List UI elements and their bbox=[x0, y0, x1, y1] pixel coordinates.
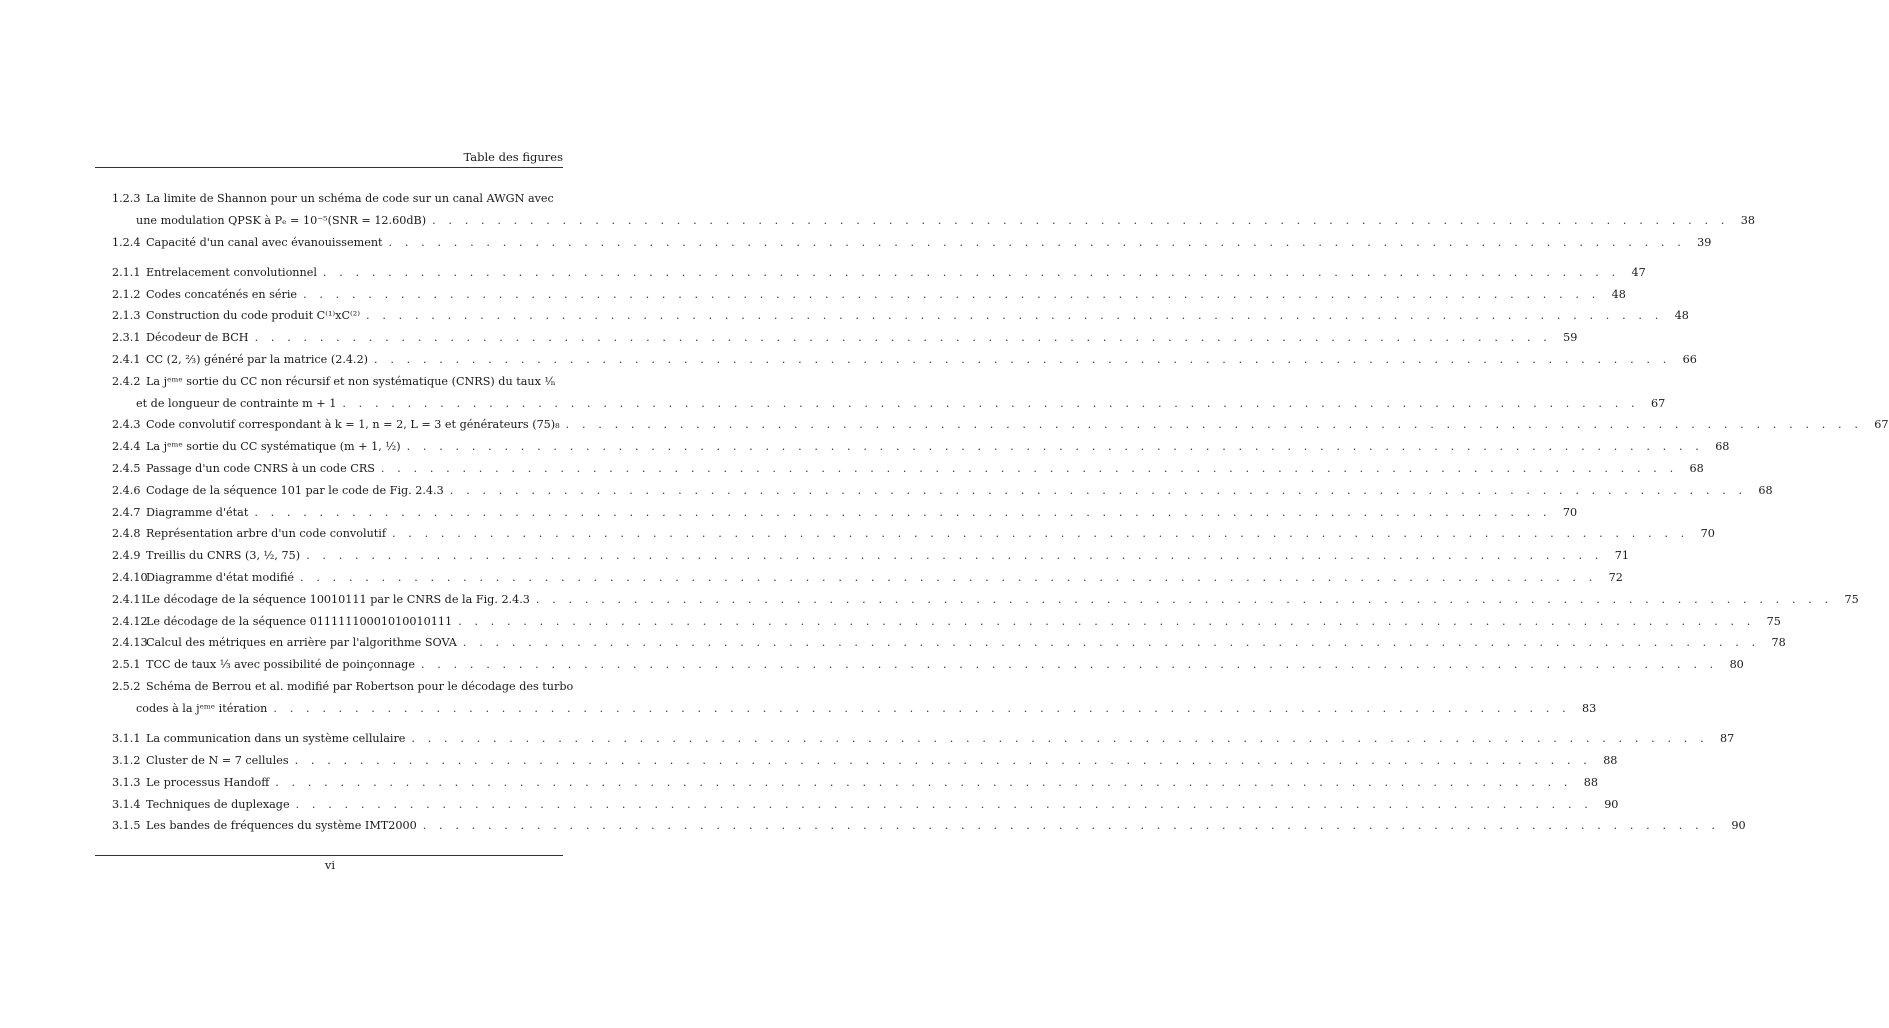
page-ref[interactable]: 68 bbox=[1715, 440, 1730, 454]
toc-line bbox=[112, 393, 1666, 415]
list-of-figures bbox=[112, 188, 1889, 846]
page-ref[interactable]: 72 bbox=[1608, 571, 1623, 585]
figure-title[interactable]: Diagramme d'état modifié bbox=[146, 571, 295, 585]
dot-leader: . . . . . . . . . . . . . . . . . . . . . . . . . . . . . . . . . . . . . . . . . . . . . . . . . . . . . . . . . . . . . . . . . . . . . . . . . . . . . . . . bbox=[254, 505, 1552, 519]
page-ref[interactable]: 38 bbox=[1740, 213, 1755, 227]
toc-entry[interactable] bbox=[112, 349, 1697, 371]
toc-line bbox=[112, 188, 563, 210]
toc-line bbox=[112, 545, 1629, 567]
page-ref[interactable]: 67 bbox=[1874, 418, 1889, 432]
toc-entry[interactable] bbox=[112, 327, 1578, 349]
toc-group bbox=[112, 188, 1755, 253]
toc-line bbox=[112, 567, 1623, 589]
figure-number: 2.5.2 bbox=[112, 680, 141, 694]
footer-rule bbox=[95, 855, 563, 856]
toc-line bbox=[112, 480, 1773, 502]
toc-line bbox=[112, 523, 1715, 545]
dot-leader: . . . . . . . . . . . . . . . . . . . . . . . . . . . . . . . . . . . . . . . . . . . . . . . . . . . . . . . . . . . . . . . . . . . . . . . . . . . . . . . . bbox=[295, 797, 1593, 811]
toc-entry[interactable] bbox=[112, 589, 1859, 611]
figure-number: 2.4.6 bbox=[112, 483, 141, 497]
figure-title[interactable]: Le processus Handoff bbox=[146, 775, 270, 789]
toc-line bbox=[112, 654, 1744, 676]
page-ref[interactable]: 68 bbox=[1758, 483, 1773, 497]
figure-title[interactable]: Représentation arbre d'un code convolutif bbox=[146, 527, 386, 541]
figure-title[interactable]: La jᵉᵐᵉ sortie du CC non récursif et non systématique (CNRS) du taux ¹⁄ₙ bbox=[146, 374, 556, 388]
page-ref[interactable]: 66 bbox=[1682, 353, 1697, 367]
dot-leader: . . . . . . . . . . . . . . . . . . . . . . . . . . . . . . . . . . . . . . . . . . . . . . . . . . . . . . . . . . . . . . . . . . . . . . . . . . . . . . . . bbox=[406, 440, 1704, 454]
dot-leader: . . . . . . . . . . . . . . . . . . . . . . . . . . . . . . . . . . . . . . . . . . . . . . . . . . . . . . . . . . . . . . . . . . . . . . . . . . . . . . . . bbox=[458, 614, 1755, 628]
figure-title[interactable]: La jᵉᵐᵉ sortie du CC systématique (m + 1, ½) bbox=[146, 440, 401, 454]
figure-number: 3.1.2 bbox=[112, 753, 141, 767]
figure-number: 2.1.2 bbox=[112, 287, 141, 301]
dot-leader: . . . . . . . . . . . . . . . . . . . . . . . . . . . . . . . . . . . . . . . . . . . . . . . . . . . . . . . . . . . . . . . . . . . . . . . . . . . . . . . . bbox=[565, 418, 1863, 432]
figure-number: 2.4.4 bbox=[112, 440, 141, 454]
figure-number: 2.4.2 bbox=[112, 374, 141, 388]
toc-entry[interactable] bbox=[112, 632, 1786, 654]
page-ref[interactable]: 90 bbox=[1604, 797, 1619, 811]
toc-entry[interactable] bbox=[112, 728, 1735, 750]
toc-entry[interactable] bbox=[112, 567, 1623, 589]
figure-title[interactable]: Codes concaténés en série bbox=[146, 287, 298, 301]
figure-number: 3.1.3 bbox=[112, 775, 141, 789]
toc-line bbox=[112, 632, 1786, 654]
toc-line bbox=[112, 728, 1735, 750]
figure-number: 2.4.12 bbox=[112, 614, 148, 628]
toc-entry[interactable] bbox=[112, 611, 1781, 633]
figure-title[interactable]: La communication dans un système cellulaire bbox=[146, 732, 406, 746]
page-ref[interactable]: 75 bbox=[1766, 614, 1781, 628]
page-ref[interactable]: 70 bbox=[1562, 505, 1578, 519]
dot-leader: . . . . . . . . . . . . . . . . . . . . . . . . . . . . . . . . . . . . . . . . . . . . . . . . . . . . . . . . . . . . . . . . . . . . . . . . . . . . . . . . bbox=[294, 753, 1592, 767]
toc-entry[interactable] bbox=[112, 545, 1629, 567]
page-ref[interactable]: 48 bbox=[1611, 287, 1626, 301]
toc-entry[interactable] bbox=[112, 414, 1889, 436]
toc-entry[interactable] bbox=[112, 262, 1646, 284]
page-ref[interactable]: 68 bbox=[1689, 462, 1704, 476]
figure-title[interactable]: CC (2, ⅔) généré par la matrice (2.4.2) bbox=[146, 353, 369, 367]
figure-number: 2.4.13 bbox=[112, 636, 148, 650]
figure-title[interactable]: Capacité d'un canal avec évanouissement bbox=[146, 235, 383, 249]
page-ref[interactable]: 78 bbox=[1771, 636, 1786, 650]
figure-number: 2.4.5 bbox=[112, 462, 141, 476]
figure-title[interactable]: Construction du code produit C⁽¹⁾xC⁽²⁾ bbox=[146, 309, 361, 323]
toc-line bbox=[112, 371, 563, 393]
toc-line bbox=[112, 611, 1781, 633]
dot-leader: . . . . . . . . . . . . . . . . . . . . . . . . . . . . . . . . . . . . . . . . . . . . . . . . . . . . . . . . . . . . . . . . . . . . . . . . . . . . . . . . bbox=[254, 331, 1552, 345]
figure-title[interactable]: Diagramme d'état bbox=[146, 505, 249, 519]
figure-number: 2.1.1 bbox=[112, 265, 141, 279]
page-ref[interactable]: 70 bbox=[1700, 527, 1715, 541]
dot-leader: . . . . . . . . . . . . . . . . . . . . . . . . . . . . . . . . . . . . . . . . . . . . . . . . . . . . . . . . . . . . . . . . . . . . . . . . . . . . . . . . bbox=[366, 309, 1663, 323]
figure-title[interactable]: Code convolutif correspondant à k = 1, n = 2, L = 3 et générateurs (75)₈ bbox=[146, 418, 560, 432]
dot-leader: . . . . . . . . . . . . . . . . . . . . . . . . . . . . . . . . . . . . . . . . . . . . . . . . . . . . . . . . . . . . . . . . . . . . . . . . . . . . . . . . bbox=[374, 353, 1671, 367]
figure-number: 3.1.4 bbox=[112, 797, 141, 811]
figure-title[interactable]: Entrelacement convolutionnel bbox=[146, 265, 317, 279]
dot-leader: . . . . . . . . . . . . . . . . . . . . . . . . . . . . . . . . . . . . . . . . . . . . . . . . . . . . . . . . . . . . . . . . . . . . . . . . . . . . . . . . bbox=[303, 287, 1600, 301]
toc-line bbox=[112, 750, 1618, 772]
toc-entry[interactable] bbox=[112, 794, 1619, 816]
toc-entry[interactable] bbox=[112, 772, 1599, 794]
dot-leader: . . . . . . . . . . . . . . . . . . . . . . . . . . . . . . . . . . . . . . . . . . . . . . . . . . . . . . . . . . . . . . . . . . . . . . . . . . . . . . . . bbox=[300, 571, 1597, 585]
page-ref[interactable]: 80 bbox=[1729, 658, 1744, 672]
figure-number: 3.1.1 bbox=[112, 732, 141, 746]
dot-leader: . . . . . . . . . . . . . . . . . . . . . . . . . . . . . . . . . . . . . . . . . . . . . . . . . . . . . . . . . . . . . . . . . . . . . . . . . . . . . . . . bbox=[322, 265, 1620, 279]
toc-entry[interactable] bbox=[112, 480, 1773, 502]
indent bbox=[112, 210, 136, 232]
dot-leader: . . . . . . . . . . . . . . . . . . . . . . . . . . . . . . . . . . . . . . . . . . . . . . . . . . . . . . . . . . . . . . . . . . . . . . . . . . . . . . . . bbox=[342, 396, 1640, 410]
figure-title[interactable]: Les bandes de fréquences du système IMT2000 bbox=[146, 819, 417, 833]
dot-leader: . . . . . . . . . . . . . . . . . . . . . . . . . . . . . . . . . . . . . . . . . . . . . . . . . . . . . . . . . . . . . . . . . . . . . . . . . . . . . . . . bbox=[306, 549, 1603, 563]
toc-entry[interactable] bbox=[112, 654, 1744, 676]
figure-number: 2.3.1 bbox=[112, 331, 141, 345]
figure-title[interactable]: Techniques de duplexage bbox=[146, 797, 290, 811]
figure-number: 2.4.8 bbox=[112, 527, 141, 541]
figure-title[interactable]: Calcul des métriques en arrière par l'algorithme SOVA bbox=[146, 636, 457, 650]
figure-title[interactable]: une modulation QPSK à Pₑ = 10⁻⁵(SNR = 12.60dB) bbox=[136, 213, 427, 227]
dot-leader: . . . . . . . . . . . . . . . . . . . . . . . . . . . . . . . . . . . . . . . . . . . . . . . . . . . . . . . . . . . . . . . . . . . . . . . . . . . . . . . . bbox=[380, 462, 1678, 476]
toc-line bbox=[112, 327, 1578, 349]
toc-entry[interactable] bbox=[112, 750, 1618, 772]
dot-leader: . . . . . . . . . . . . . . . . . . . . . . . . . . . . . . . . . . . . . . . . . . . . . . . . . . . . . . . . . . . . . . . . . . . . . . . . . . . . . . . . bbox=[422, 819, 1720, 833]
page-ref[interactable]: 88 bbox=[1603, 753, 1618, 767]
dot-leader: . . . . . . . . . . . . . . . . . . . . . . . . . . . . . . . . . . . . . . . . . . . . . . . . . . . . . . . . . . . . . . . . . . . . . . . . . . . . . . . . bbox=[449, 483, 1747, 497]
toc-group bbox=[112, 728, 1746, 837]
figure-number: 2.4.3 bbox=[112, 418, 141, 432]
header-rule bbox=[95, 167, 563, 168]
dot-leader: . . . . . . . . . . . . . . . . . . . . . . . . . . . . . . . . . . . . . . . . . . . . . . . . . . . . . . . . . . . . . . . . . . . . . . . . . . . . . . . . bbox=[411, 732, 1709, 746]
dot-leader: . . . . . . . . . . . . . . . . . . . . . . . . . . . . . . . . . . . . . . . . . . . . . . . . . . . . . . . . . . . . . . . . . . . . . . . . . . . . . . . . bbox=[432, 213, 1729, 227]
page-number: vi bbox=[324, 858, 336, 872]
page-ref[interactable]: 88 bbox=[1583, 775, 1599, 789]
dot-leader: . . . . . . . . . . . . . . . . . . . . . . . . . . . . . . . . . . . . . . . . . . . . . . . . . . . . . . . . . . . . . . . . . . . . . . . . . . . . . . . . bbox=[275, 775, 1573, 789]
figure-number: 2.4.1 bbox=[112, 353, 141, 367]
page-ref[interactable]: 59 bbox=[1563, 331, 1578, 345]
page-ref[interactable]: 75 bbox=[1844, 592, 1859, 606]
toc-entry[interactable] bbox=[112, 676, 1597, 720]
page-ref[interactable]: 83 bbox=[1581, 701, 1597, 715]
toc-line bbox=[112, 794, 1619, 816]
toc-entry[interactable] bbox=[112, 815, 1746, 837]
dot-leader: . . . . . . . . . . . . . . . . . . . . . . . . . . . . . . . . . . . . . . . . . . . . . . . . . . . . . . . . . . . . . . . . . . . . . . . . . . . . . . . . bbox=[420, 658, 1718, 672]
figure-number: 2.4.10 bbox=[112, 571, 148, 585]
indent bbox=[112, 393, 136, 415]
indent bbox=[112, 698, 136, 720]
toc-line bbox=[112, 284, 1626, 306]
figure-title[interactable]: Passage d'un code CNRS à un code CRS bbox=[146, 462, 375, 476]
dot-leader: . . . . . . . . . . . . . . . . . . . . . . . . . . . . . . . . . . . . . . . . . . . . . . . . . . . . . . . . . . . . . . . . . . . . . . . . . . . . . . . . bbox=[462, 636, 1760, 650]
toc-line bbox=[112, 436, 1730, 458]
toc-entry[interactable] bbox=[112, 305, 1689, 327]
page-ref[interactable]: 90 bbox=[1731, 819, 1746, 833]
toc-line bbox=[112, 589, 1859, 611]
toc-line bbox=[112, 232, 1712, 254]
toc-entry[interactable] bbox=[112, 458, 1704, 480]
toc-entry[interactable] bbox=[112, 436, 1730, 458]
figure-number: 3.1.5 bbox=[112, 819, 141, 833]
toc-entry[interactable] bbox=[112, 188, 1755, 232]
dot-leader: . . . . . . . . . . . . . . . . . . . . . . . . . . . . . . . . . . . . . . . . . . . . . . . . . . . . . . . . . . . . . . . . . . . . . . . . . . . . . . . . bbox=[535, 592, 1833, 606]
toc-entry[interactable] bbox=[112, 371, 1666, 415]
figure-title[interactable]: Codage de la séquence 101 par le code de Fig. 2.4.3 bbox=[146, 483, 444, 497]
toc-line bbox=[112, 502, 1578, 524]
toc-line bbox=[112, 815, 1746, 837]
page-ref[interactable]: 39 bbox=[1697, 235, 1712, 249]
figure-title[interactable]: TCC de taux ⅓ avec possibilité de poinçonnage bbox=[146, 658, 415, 672]
toc-line bbox=[112, 349, 1697, 371]
page-ref[interactable]: 47 bbox=[1631, 265, 1646, 279]
figure-title[interactable]: Cluster de N = 7 cellules bbox=[146, 753, 289, 767]
toc-line bbox=[112, 262, 1646, 284]
toc-group bbox=[112, 262, 1889, 720]
toc-entry[interactable] bbox=[112, 232, 1712, 254]
figure-title[interactable]: La limite de Shannon pour un schéma de code sur un canal AWGN avec bbox=[146, 192, 554, 205]
figure-title[interactable]: Décodeur de BCH bbox=[146, 331, 249, 345]
dot-leader: . . . . . . . . . . . . . . . . . . . . . . . . . . . . . . . . . . . . . . . . . . . . . . . . . . . . . . . . . . . . . . . . . . . . . . . . . . . . . . . . bbox=[388, 235, 1686, 249]
running-header: Table des figures bbox=[463, 150, 563, 164]
page-ref[interactable]: 48 bbox=[1674, 309, 1689, 323]
figure-number: 2.5.1 bbox=[112, 658, 141, 672]
dot-leader: . . . . . . . . . . . . . . . . . . . . . . . . . . . . . . . . . . . . . . . . . . . . . . . . . . . . . . . . . . . . . . . . . . . . . . . . . . . . . . . . bbox=[273, 701, 1571, 715]
figure-number: 2.4.7 bbox=[112, 505, 141, 519]
figure-number: 2.1.3 bbox=[112, 309, 141, 323]
toc-line bbox=[112, 676, 574, 698]
figure-title[interactable]: codes à la jᵉᵐᵉ itération bbox=[136, 701, 268, 715]
figure-number: 2.4.11 bbox=[112, 592, 148, 606]
toc-line bbox=[112, 458, 1704, 480]
toc-line bbox=[112, 210, 1755, 232]
toc-line bbox=[112, 698, 1597, 720]
page-ref[interactable]: 67 bbox=[1650, 396, 1666, 410]
figure-title[interactable]: Le décodage de la séquence 01111110001010010111 bbox=[146, 614, 453, 628]
dot-leader: . . . . . . . . . . . . . . . . . . . . . . . . . . . . . . . . . . . . . . . . . . . . . . . . . . . . . . . . . . . . . . . . . . . . . . . . . . . . . . . . bbox=[392, 527, 1689, 541]
page-ref[interactable]: 87 bbox=[1720, 732, 1735, 746]
toc-entry[interactable] bbox=[112, 284, 1626, 306]
figure-number: 2.4.9 bbox=[112, 549, 141, 563]
toc-line bbox=[112, 772, 1599, 794]
page-ref[interactable]: 71 bbox=[1614, 549, 1629, 563]
toc-line bbox=[112, 414, 1889, 436]
toc-entry[interactable] bbox=[112, 523, 1715, 545]
figure-title[interactable]: et de longueur de contrainte m + 1 bbox=[136, 396, 337, 410]
figure-title[interactable]: Le décodage de la séquence 10010111 par le CNRS de la Fig. 2.4.3 bbox=[146, 592, 530, 606]
toc-line bbox=[112, 305, 1689, 327]
figure-title[interactable]: Schéma de Berrou et al. modifié par Robertson pour le décodage des turbo bbox=[146, 680, 574, 694]
figure-title[interactable]: Treillis du CNRS (3, ½, 75) bbox=[146, 549, 301, 563]
figure-number: 1.2.4 bbox=[112, 235, 141, 249]
figure-number: 1.2.3 bbox=[112, 192, 141, 205]
toc-entry[interactable] bbox=[112, 502, 1578, 524]
